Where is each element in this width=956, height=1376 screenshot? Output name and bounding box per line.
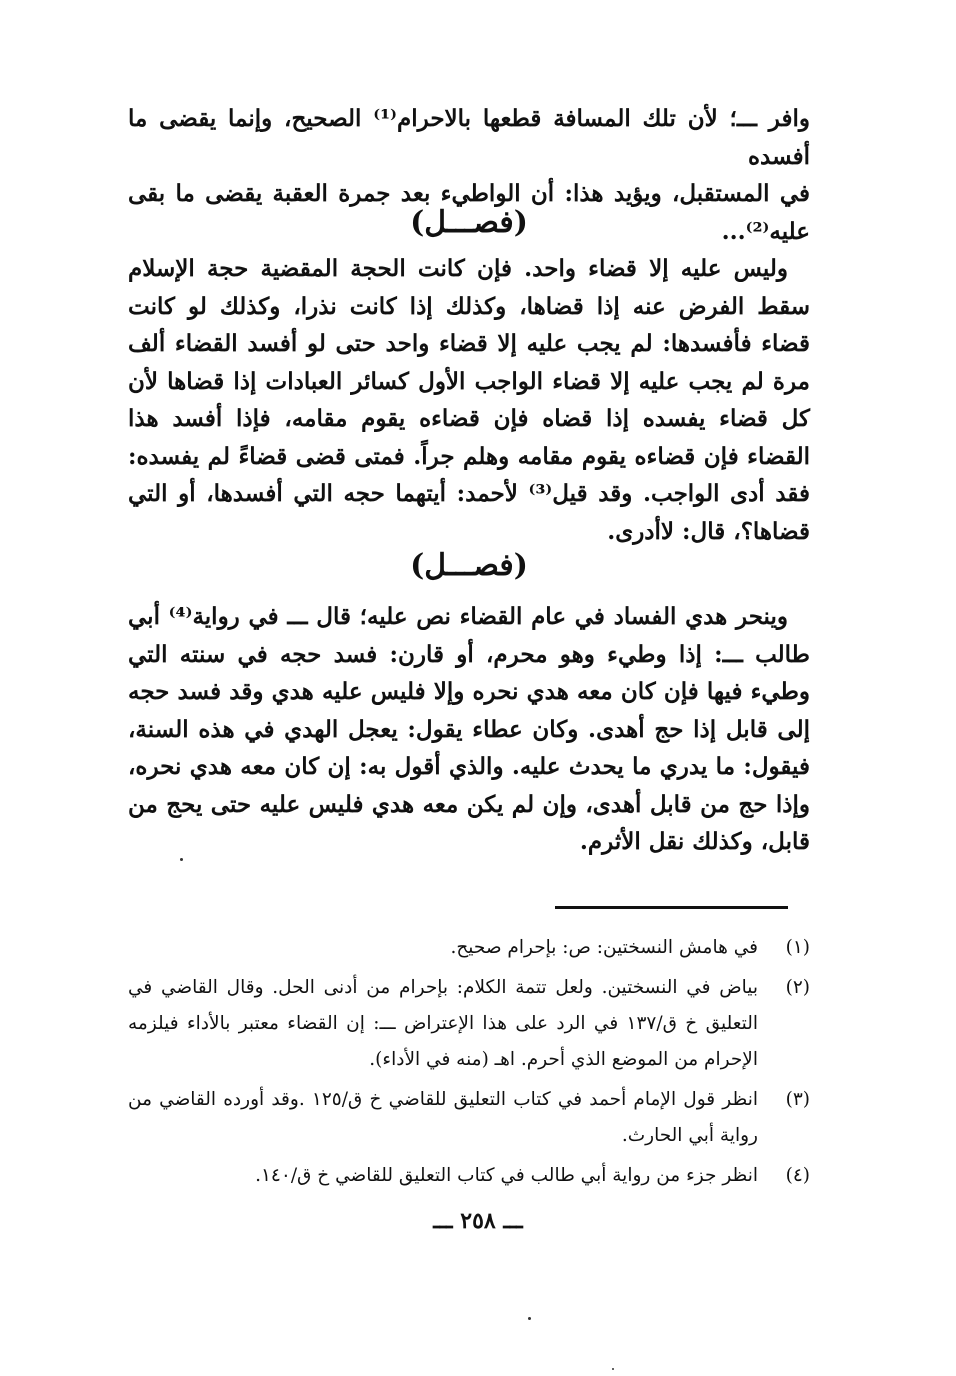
section-heading-2: (فصـــل) (410, 548, 528, 583)
scan-speck (180, 858, 183, 861)
footnote-text: انظر جزء من رواية أبي طالب في كتاب التعليق للقاضي خ ق/١٤٠. (255, 1165, 758, 1186)
footnote-number: (٣) (785, 1089, 810, 1110)
scan-speck (612, 1368, 614, 1370)
footnote-text: انظر قول الإمام أحمد في كتاب التعليق للقاضي خ ق/١٢٥ .وقد أورده القاضي من رواية أبي الحارث. (128, 1089, 758, 1146)
footnote-2 (128, 970, 810, 1078)
section-1-text: وليس عليه إلا قضاء واحد. فإن كانت الحجة المقضية حجة الإسلام سقط الفرض عنه إذا قضاها، وكذلك إذا كانت نذرا، وكذلك لو كانت قضاء فأفسدها: لم يجب عليه إلا قضاء واحد حتى لو أفسد القضاء ألف مرة لم يجب عليه إلا قضاء الواجب الأول كسائر العبادات إذا قضاها لأن كل قضاء يفسده إذا قضاه فإن قضاءه يقوم مقامه، فإذا أفسد هذا القضاء فإن قضاءه يقوم مقامه وهلم جراً. فمتى قضى قضاءً لم يفسده: فقد أدى الواجب. وقد قيل⁽³⁾ لأحمد: أيتهما حجه التي أفسدها، أو التي قضاها؟، قال: لاأدرى. (128, 255, 810, 545)
footnote-divider (555, 906, 788, 909)
continuation-line-1: وافر ـــ؛ لأن تلك المسافة قطعها بالاحرام⁽¹⁾ الصحيح، وإنما يقضى ما أفسده (128, 105, 810, 170)
footnote-4 (128, 1158, 810, 1194)
footnote-1 (128, 930, 810, 966)
footnote-text: في هامش النسختين: ص: بإحرام صحيح. (450, 937, 758, 958)
section-1-paragraph (128, 250, 810, 550)
footnote-3 (128, 1082, 810, 1154)
section-2-text: وينحر هدي الفساد في عام القضاء نص عليه؛ قال ـــ في رواية⁽⁴⁾ أبي طالب ـــ: إذا وطيء وهو محرم، أو قارن: فسد حجه في سنته التي وطيء فيها فإن كان معه هدي نحره وإلا فليس عليه هدي وقد فسد حجه إلى قابل إذا حج أهدى. وكان عطاء يقول: يعجل الهدي في هذه السنة، فيقول: ما يدري ما يحدث عليه. والذي أقول به: إن كان معه هدي نحره، وإذا حج من قابل أهدى، وإن لم يكن معه هدي فليس عليه حتى يحج من قابل، وكذلك نقل الأثرم. (128, 603, 810, 855)
scan-speck (528, 1317, 531, 1320)
page-number: ـــ ٢٥٨ ـــ (433, 1208, 523, 1234)
footnote-number: (٤) (785, 1165, 810, 1186)
footnote-number: (١) (785, 937, 810, 958)
section-2-paragraph (128, 598, 810, 861)
footnote-text: بياض في النسختين. ولعل تتمة الكلام: بإحرام من أدنى الحل. وقال القاضي في التعليق خ ق/١٣٧ في الرد على هذا الإعتراض ـــ: إن القضاء معتبر بالأداء فيلزمه الإحرام من الموضع الذي أحرم. اهـ (منه في الأداء). (128, 977, 758, 1070)
footnote-number: (٢) (785, 977, 810, 998)
continuation-line-2: في المستقبل، ويؤيد هذا: أن الواطيء بعد جمرة العقبة يقضى ما بقى عليه⁽²⁾... (128, 180, 810, 245)
footnotes (128, 930, 810, 1198)
section-heading-1: (فصـــل) (410, 205, 528, 240)
